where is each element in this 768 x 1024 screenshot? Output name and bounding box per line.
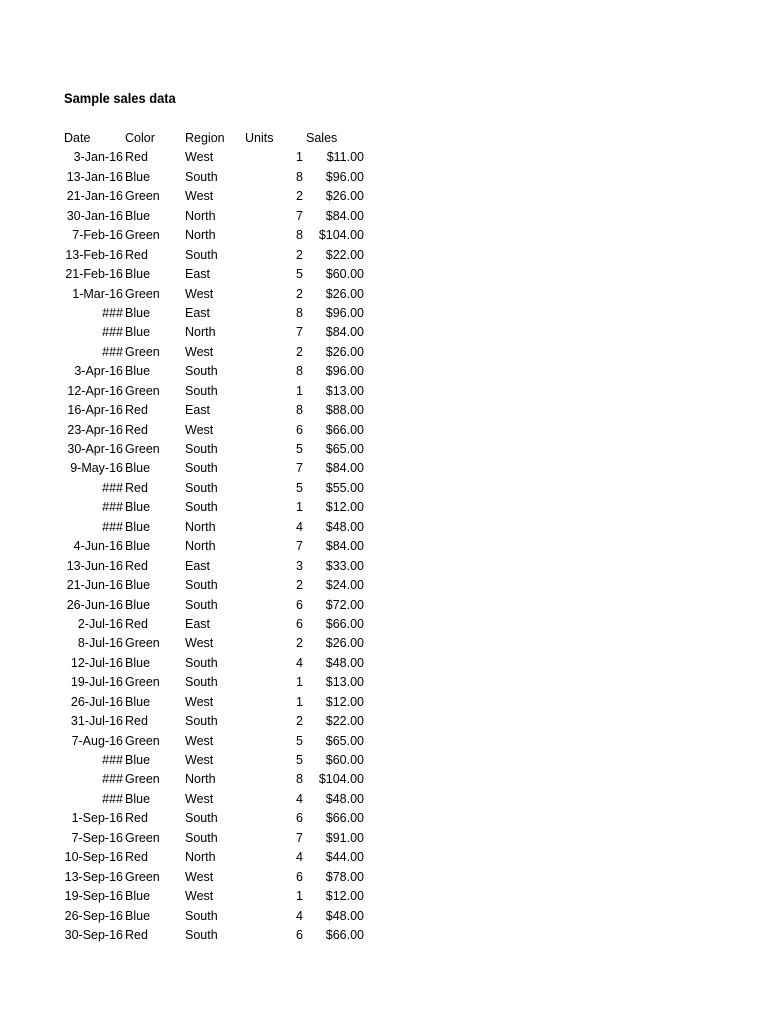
date-cell[interactable]: 19-Jul-16 — [70, 675, 123, 690]
table-row — [64, 498, 384, 517]
units-cell[interactable]: 2 — [296, 189, 303, 204]
units-cell[interactable]: 7 — [296, 461, 303, 476]
region-cell[interactable]: South — [185, 480, 218, 495]
date-cell[interactable]: ### — [102, 519, 123, 534]
sales-cell[interactable]: $96.00 — [325, 364, 364, 379]
region-cell[interactable]: South — [185, 169, 218, 184]
region-cell[interactable]: East — [185, 267, 211, 282]
region-cell[interactable]: South — [185, 500, 218, 515]
color-cell[interactable]: Green — [125, 189, 160, 204]
region-cell[interactable]: East — [185, 558, 211, 573]
region-cell[interactable]: West — [185, 753, 214, 767]
color-cell[interactable]: Blue — [125, 305, 151, 320]
date-cell[interactable]: 10-Sep-16 — [64, 850, 123, 865]
color-cell[interactable]: Blue — [125, 267, 151, 282]
sales-cell[interactable]: $96.00 — [325, 169, 364, 184]
color-cell[interactable]: Green — [125, 869, 160, 884]
color-cell[interactable]: Green — [125, 383, 160, 398]
table-row — [64, 343, 384, 362]
date-cell[interactable]: 30-Sep-16 — [64, 927, 123, 942]
date-cell[interactable]: 8-Jul-16 — [77, 636, 123, 651]
units-cell[interactable]: 3 — [296, 558, 303, 573]
table-row — [64, 848, 384, 867]
units-cell[interactable]: 1 — [296, 150, 303, 165]
date-cell[interactable]: 26-Jun-16 — [66, 597, 123, 612]
sales-cell[interactable]: $48.00 — [325, 655, 364, 670]
color-cell[interactable]: Red — [125, 927, 148, 942]
region-cell[interactable]: North — [185, 539, 216, 554]
units-cell[interactable]: 5 — [296, 442, 303, 456]
units-cell[interactable]: 4 — [296, 655, 303, 670]
sales-cell[interactable]: $26.00 — [325, 344, 364, 359]
table-row — [64, 829, 384, 848]
date-cell[interactable]: 1-Mar-16 — [72, 286, 123, 301]
date-cell[interactable]: 7-Sep-16 — [71, 830, 123, 845]
region-cell[interactable]: West — [185, 791, 214, 806]
table-row — [64, 654, 384, 673]
units-cell[interactable]: 4 — [296, 850, 303, 865]
sales-cell[interactable]: $22.00 — [325, 247, 364, 262]
region-cell[interactable]: South — [185, 247, 218, 262]
units-cell[interactable]: 6 — [296, 869, 303, 884]
region-cell[interactable]: West — [185, 636, 214, 651]
region-cell[interactable]: West — [185, 344, 214, 359]
sales-cell[interactable]: $26.00 — [325, 189, 364, 204]
color-cell[interactable]: Blue — [125, 208, 151, 223]
region-cell[interactable]: North — [185, 208, 216, 223]
color-cell[interactable]: Blue — [125, 908, 151, 923]
region-cell[interactable]: North — [185, 519, 216, 534]
color-cell[interactable]: Blue — [125, 597, 151, 612]
region-cell[interactable]: South — [185, 908, 218, 923]
color-cell[interactable]: Blue — [125, 694, 151, 709]
table-row — [64, 518, 384, 537]
sales-cell[interactable]: $24.00 — [325, 578, 364, 593]
table-row — [64, 382, 384, 401]
region-cell[interactable]: West — [185, 189, 214, 204]
sales-cell[interactable]: $12.00 — [325, 889, 364, 904]
date-cell[interactable]: 26-Jul-16 — [70, 694, 123, 709]
header-date[interactable]: Date — [64, 131, 91, 145]
date-cell[interactable]: ### — [102, 753, 123, 767]
sales-cell[interactable]: $66.00 — [325, 811, 364, 826]
date-cell[interactable]: ### — [102, 305, 123, 320]
units-cell[interactable]: 7 — [296, 830, 303, 845]
color-cell[interactable]: Blue — [125, 519, 151, 534]
region-cell[interactable]: South — [185, 364, 218, 379]
color-cell[interactable]: Blue — [125, 325, 151, 340]
color-cell[interactable]: Blue — [125, 364, 151, 379]
sales-cell[interactable]: $26.00 — [325, 636, 364, 651]
sales-cell[interactable]: $13.00 — [325, 675, 364, 690]
table-row — [64, 596, 384, 615]
sales-cell[interactable]: $55.00 — [325, 480, 364, 495]
header-color[interactable]: Color — [125, 131, 155, 145]
date-cell[interactable]: 30-Apr-16 — [67, 442, 123, 456]
units-cell[interactable]: 5 — [296, 480, 303, 495]
color-cell[interactable]: Red — [125, 150, 148, 165]
table-row — [64, 246, 384, 265]
units-cell[interactable]: 6 — [296, 811, 303, 826]
region-cell[interactable]: South — [185, 927, 218, 942]
region-cell[interactable]: East — [185, 403, 211, 418]
sales-cell[interactable]: $104.00 — [318, 228, 364, 243]
sales-cell[interactable]: $66.00 — [325, 616, 364, 631]
units-cell[interactable]: 2 — [296, 344, 303, 359]
header-units[interactable]: Units — [245, 131, 274, 145]
units-cell[interactable]: 1 — [296, 383, 303, 398]
region-cell[interactable]: East — [185, 305, 211, 320]
sales-cell[interactable]: $91.00 — [325, 830, 364, 845]
units-cell[interactable]: 8 — [296, 772, 303, 787]
table-row — [64, 285, 384, 304]
sales-cell[interactable]: $13.00 — [325, 383, 364, 398]
color-cell[interactable]: Blue — [125, 655, 151, 670]
sales-table — [64, 129, 384, 945]
sales-cell[interactable]: $12.00 — [325, 694, 364, 709]
sales-cell[interactable]: $60.00 — [325, 753, 364, 767]
header-region[interactable]: Region — [185, 131, 225, 145]
units-cell[interactable]: 4 — [296, 908, 303, 923]
date-cell[interactable]: ### — [102, 325, 123, 340]
sales-cell[interactable]: $12.00 — [325, 500, 364, 515]
table-row — [64, 809, 384, 828]
units-cell[interactable]: 7 — [296, 539, 303, 554]
table-row — [64, 421, 384, 440]
table-row — [64, 887, 384, 906]
date-cell[interactable]: 23-Apr-16 — [67, 422, 123, 437]
table-row — [64, 304, 384, 323]
sales-cell[interactable]: $104.00 — [318, 772, 364, 787]
region-cell[interactable]: West — [185, 733, 214, 748]
units-cell[interactable]: 5 — [296, 733, 303, 748]
sales-cell[interactable]: $65.00 — [325, 733, 364, 748]
table-row — [64, 673, 384, 692]
date-cell[interactable]: ### — [102, 772, 123, 787]
table-row — [64, 693, 384, 712]
units-cell[interactable]: 1 — [296, 889, 303, 904]
units-cell[interactable]: 1 — [296, 500, 303, 515]
sales-cell[interactable]: $66.00 — [325, 422, 364, 437]
color-cell[interactable]: Red — [125, 480, 148, 495]
date-cell[interactable]: 16-Apr-16 — [67, 403, 123, 418]
table-row — [64, 207, 384, 226]
color-cell[interactable]: Green — [125, 830, 160, 845]
date-cell[interactable]: 21-Jun-16 — [66, 578, 123, 593]
region-cell[interactable]: South — [185, 655, 218, 670]
units-cell[interactable]: 6 — [296, 597, 303, 612]
units-cell[interactable]: 6 — [296, 616, 303, 631]
color-cell[interactable]: Red — [125, 811, 148, 826]
table-row — [64, 323, 384, 342]
date-cell[interactable]: 13-Jun-16 — [66, 558, 123, 573]
units-cell[interactable]: 2 — [296, 714, 303, 729]
table-row — [64, 615, 384, 634]
table-row — [64, 362, 384, 381]
table-row — [64, 459, 384, 478]
units-cell[interactable]: 8 — [296, 228, 303, 243]
color-cell[interactable]: Green — [125, 286, 160, 301]
date-cell[interactable]: 9-May-16 — [70, 461, 123, 476]
sales-cell[interactable]: $33.00 — [325, 558, 364, 573]
date-cell[interactable]: 26-Sep-16 — [64, 908, 123, 923]
region-cell[interactable]: North — [185, 772, 216, 787]
sales-cell[interactable]: $60.00 — [325, 267, 364, 282]
table-row — [64, 168, 384, 187]
table-row — [64, 148, 384, 167]
table-row — [64, 479, 384, 498]
color-cell[interactable]: Red — [125, 558, 148, 573]
table-row — [64, 790, 384, 809]
date-cell[interactable]: ### — [102, 791, 123, 806]
units-cell[interactable]: 5 — [296, 753, 303, 767]
region-cell[interactable]: North — [185, 850, 216, 865]
color-cell[interactable]: Green — [125, 442, 160, 456]
table-body — [64, 148, 384, 945]
color-cell[interactable]: Blue — [125, 461, 151, 476]
date-cell[interactable]: 7-Feb-16 — [72, 228, 123, 243]
date-cell[interactable]: 31-Jul-16 — [70, 714, 123, 729]
region-cell[interactable]: South — [185, 442, 218, 456]
table-row — [64, 926, 384, 945]
units-cell[interactable]: 8 — [296, 305, 303, 320]
region-cell[interactable]: West — [185, 869, 214, 884]
table-row — [64, 907, 384, 926]
units-cell[interactable]: 7 — [296, 208, 303, 223]
units-cell[interactable]: 4 — [296, 791, 303, 806]
date-cell[interactable]: 21-Feb-16 — [65, 267, 123, 282]
color-cell[interactable]: Green — [125, 344, 160, 359]
table-row — [64, 537, 384, 556]
units-cell[interactable]: 5 — [296, 267, 303, 282]
region-cell[interactable]: South — [185, 383, 218, 398]
table-row — [64, 576, 384, 595]
color-cell[interactable]: Red — [125, 850, 148, 865]
table-row — [64, 634, 384, 653]
region-cell[interactable]: South — [185, 714, 218, 729]
units-cell[interactable]: 1 — [296, 675, 303, 690]
region-cell[interactable]: South — [185, 597, 218, 612]
region-cell[interactable]: South — [185, 578, 218, 593]
sales-cell[interactable]: $22.00 — [325, 714, 364, 729]
color-cell[interactable]: Red — [125, 616, 148, 631]
region-cell[interactable]: North — [185, 228, 216, 243]
region-cell[interactable]: West — [185, 889, 214, 904]
date-cell[interactable]: 12-Apr-16 — [67, 383, 123, 398]
units-cell[interactable]: 6 — [296, 422, 303, 437]
units-cell[interactable]: 2 — [296, 247, 303, 262]
table-row — [64, 770, 384, 789]
sales-cell[interactable]: $48.00 — [325, 519, 364, 534]
sales-cell[interactable]: $84.00 — [325, 208, 364, 223]
sales-cell[interactable]: $84.00 — [325, 325, 364, 340]
color-cell[interactable]: Green — [125, 228, 160, 243]
color-cell[interactable]: Blue — [125, 889, 151, 904]
sales-cell[interactable]: $65.00 — [325, 442, 364, 456]
table-row — [64, 712, 384, 731]
sales-cell[interactable]: $72.00 — [325, 597, 364, 612]
units-cell[interactable]: 2 — [296, 636, 303, 651]
units-cell[interactable]: 8 — [296, 169, 303, 184]
region-cell[interactable]: West — [185, 150, 214, 165]
sales-cell[interactable]: $84.00 — [325, 461, 364, 476]
color-cell[interactable]: Red — [125, 403, 148, 418]
color-cell[interactable]: Blue — [125, 169, 151, 184]
date-cell[interactable]: 4-Jun-16 — [73, 539, 123, 554]
table-row — [64, 401, 384, 420]
table-row — [64, 732, 384, 751]
color-cell[interactable]: Blue — [125, 791, 151, 806]
color-cell[interactable]: Blue — [125, 539, 151, 554]
table-row — [64, 557, 384, 576]
sales-cell[interactable]: $11.00 — [326, 150, 364, 165]
table-row — [64, 868, 384, 887]
date-cell[interactable]: 21-Jan-16 — [66, 189, 123, 204]
sheet-title: Sample sales data — [64, 90, 176, 106]
units-cell[interactable]: 6 — [296, 927, 303, 942]
units-cell[interactable]: 8 — [296, 403, 303, 418]
table-row — [64, 226, 384, 245]
sales-cell[interactable]: $96.00 — [325, 305, 364, 320]
date-cell[interactable]: 3-Jan-16 — [73, 150, 123, 165]
sales-cell[interactable]: $78.00 — [325, 869, 364, 884]
color-cell[interactable]: Blue — [125, 500, 151, 515]
units-cell[interactable]: 8 — [296, 364, 303, 379]
color-cell[interactable]: Red — [125, 247, 148, 262]
region-cell[interactable]: South — [185, 811, 218, 826]
region-cell[interactable]: West — [185, 286, 214, 301]
date-cell[interactable]: ### — [102, 480, 123, 495]
date-cell[interactable]: 13-Sep-16 — [64, 869, 123, 884]
table-row — [64, 265, 384, 284]
units-cell[interactable]: 4 — [296, 519, 303, 534]
units-cell[interactable]: 2 — [296, 578, 303, 593]
region-cell[interactable]: West — [185, 422, 214, 437]
color-cell[interactable]: Blue — [125, 578, 151, 593]
region-cell[interactable]: South — [185, 830, 218, 845]
region-cell[interactable]: West — [185, 694, 214, 709]
sales-cell[interactable]: $88.00 — [325, 403, 364, 418]
color-cell[interactable]: Green — [125, 636, 160, 651]
units-cell[interactable]: 1 — [296, 694, 303, 709]
date-cell[interactable]: 1-Sep-16 — [71, 811, 123, 826]
sales-cell[interactable]: $66.00 — [325, 927, 364, 942]
region-cell[interactable]: South — [185, 461, 218, 476]
date-cell[interactable]: 3-Apr-16 — [74, 364, 123, 379]
color-cell[interactable]: Blue — [125, 753, 151, 767]
region-cell[interactable]: South — [185, 675, 218, 690]
date-cell[interactable]: 13-Feb-16 — [65, 247, 123, 262]
region-cell[interactable]: East — [185, 616, 211, 631]
date-cell[interactable]: 2-Jul-16 — [77, 616, 123, 631]
date-cell[interactable]: 30-Jan-16 — [66, 208, 123, 223]
units-cell[interactable]: 2 — [296, 286, 303, 301]
date-cell[interactable]: ### — [102, 500, 123, 515]
header-row — [64, 129, 384, 148]
sales-cell[interactable]: $48.00 — [325, 791, 364, 806]
region-cell[interactable]: North — [185, 325, 216, 340]
date-cell[interactable]: 13-Jan-16 — [66, 169, 123, 184]
color-cell[interactable]: Green — [125, 675, 160, 690]
table-row — [64, 440, 384, 459]
date-cell[interactable]: 12-Jul-16 — [70, 655, 123, 670]
date-cell[interactable]: ### — [102, 344, 123, 359]
units-cell[interactable]: 7 — [296, 325, 303, 340]
color-cell[interactable]: Green — [125, 772, 160, 787]
color-cell[interactable]: Red — [125, 422, 148, 437]
sales-cell[interactable]: $26.00 — [325, 286, 364, 301]
date-cell[interactable]: 7-Aug-16 — [71, 733, 123, 748]
table-row — [64, 751, 384, 770]
date-cell[interactable]: 19-Sep-16 — [64, 889, 123, 904]
color-cell[interactable]: Green — [125, 733, 160, 748]
sales-cell[interactable]: $48.00 — [325, 908, 364, 923]
table-row — [64, 187, 384, 206]
color-cell[interactable]: Red — [125, 714, 148, 729]
sales-cell[interactable]: $84.00 — [325, 539, 364, 554]
sales-cell[interactable]: $44.00 — [325, 850, 364, 865]
header-sales[interactable]: Sales — [306, 131, 338, 145]
